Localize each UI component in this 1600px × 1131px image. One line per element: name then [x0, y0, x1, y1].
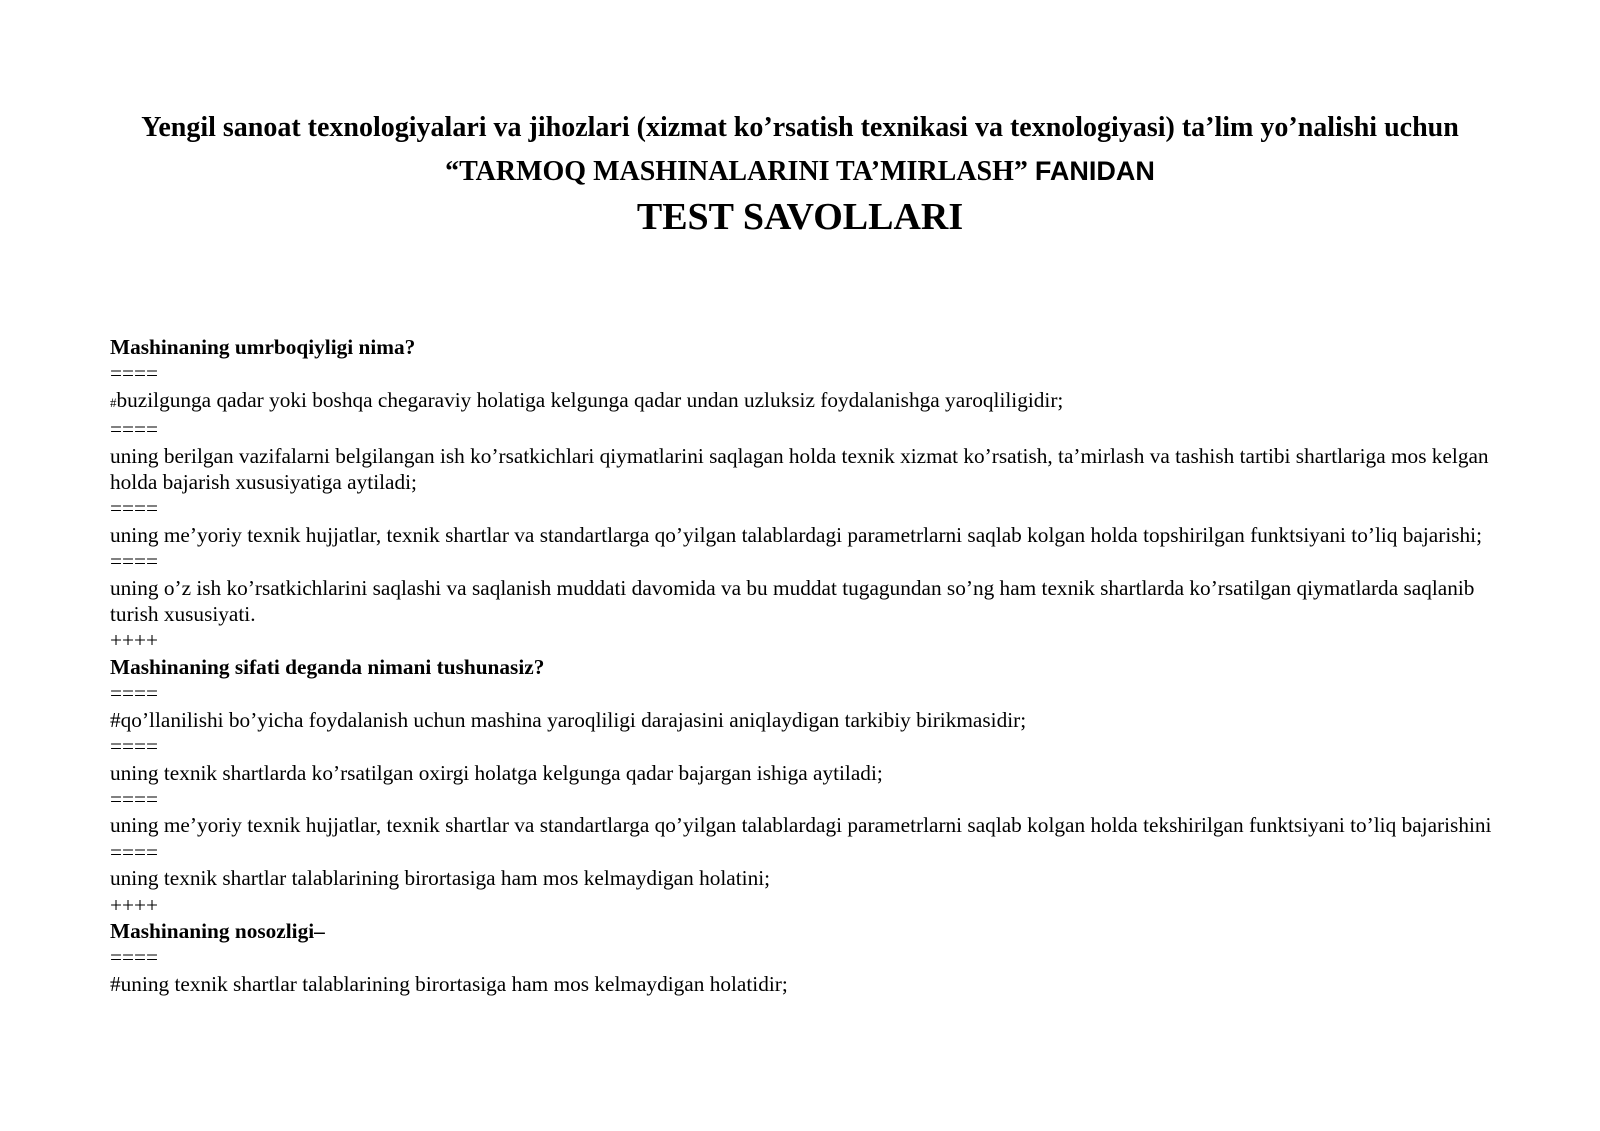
subject-title: [110, 153, 1490, 190]
separator: ====: [110, 839, 159, 864]
answer-1-3: uning me’yoriy texnik hujjatlar, texnik shartlar va standartlarga qo’yilgan talablardagi parametrlarni saqlab kolgan holda topshirilgan funktsiyani to’liq bajarishi;: [110, 522, 1483, 547]
separator: ====: [110, 681, 159, 706]
course-title: Yengil sanoat texnologiyalari va jihozlari (xizmat ko’rsatish texnikasi va texnologiyasi) ta’lim yo’nalishi uchun: [141, 112, 1459, 143]
question-1: Mashinaning umrboqiyligi nima?: [110, 335, 416, 359]
separator: ====: [110, 549, 159, 574]
answer-2-1: #qo’llanilishi bo’yicha foydalanish uchun mashina yaroqliligi darajasini aniqlaydigan tarkibiy birikmasidir;: [110, 707, 1027, 732]
answer-2-2: uning texnik shartlarda ko’rsatilgan oxirgi holatga kelgunga qadar bajargan ishiga aytiladi;: [110, 760, 883, 785]
separator: ====: [110, 786, 159, 811]
answer-2-3: uning me’yoriy texnik hujjatlar, texnik shartlar va standartlarga qo’yilgan talablardagi parametrlarni saqlab kolgan holda tekshirilgan funktsiyani to’liq bajarishini: [110, 813, 1492, 838]
answer-1-2: uning berilgan vazifalarni belgilangan ish ko’rsatkichlari qiymatlarini saqlagan holda texnik xizmat ko’rsatish, ta’mirlash va tashish tartibi shartlariga mos kelgan holda bajarish xususiyatiga aytiladi;: [110, 443, 1489, 495]
question-end: ++++: [110, 628, 159, 653]
test-title: TEST SAVOLLARI: [636, 196, 964, 238]
separator: ====: [110, 734, 159, 759]
subject-suffix: FANIDAN: [1034, 156, 1155, 186]
separator: ====: [110, 945, 159, 970]
separator: ====: [110, 361, 159, 386]
answer-text: buzilgunga qadar yoki boshqa chegaraviy holatiga kelgunga qadar undan uzluksiz foydalanishga yaroqliligidir;: [116, 387, 1064, 412]
separator: ====: [110, 496, 159, 521]
answer-1-1: [110, 387, 1502, 416]
correct-marker: #: [110, 394, 117, 410]
question-end: ++++: [110, 892, 159, 917]
question-2: Mashinaning sifati deganda nimani tushunasiz?: [110, 654, 545, 679]
document-header: [110, 108, 1490, 242]
questions-body: [110, 334, 1502, 997]
question-3: Mashinaning nosozligi–: [110, 918, 325, 943]
answer-3-1: #uning texnik shartlar talablarining birortasiga ham mos kelmaydigan holatidir;: [110, 971, 788, 996]
answer-1-4: uning o’z ish ko’rsatkichlarini saqlashi va saqlanish muddati davomida va bu muddat tugagundan so’ng ham texnik shartlarda ko’rsatilgan qiymatlarda saqlanib turish xususiyati.: [110, 575, 1475, 627]
separator: ====: [110, 417, 159, 442]
subject-name: “TARMOQ MASHINALARINI TA’MIRLASH”: [445, 156, 1028, 187]
answer-2-4: uning texnik shartlar talablarining birortasiga ham mos kelmaydigan holatini;: [110, 866, 771, 891]
